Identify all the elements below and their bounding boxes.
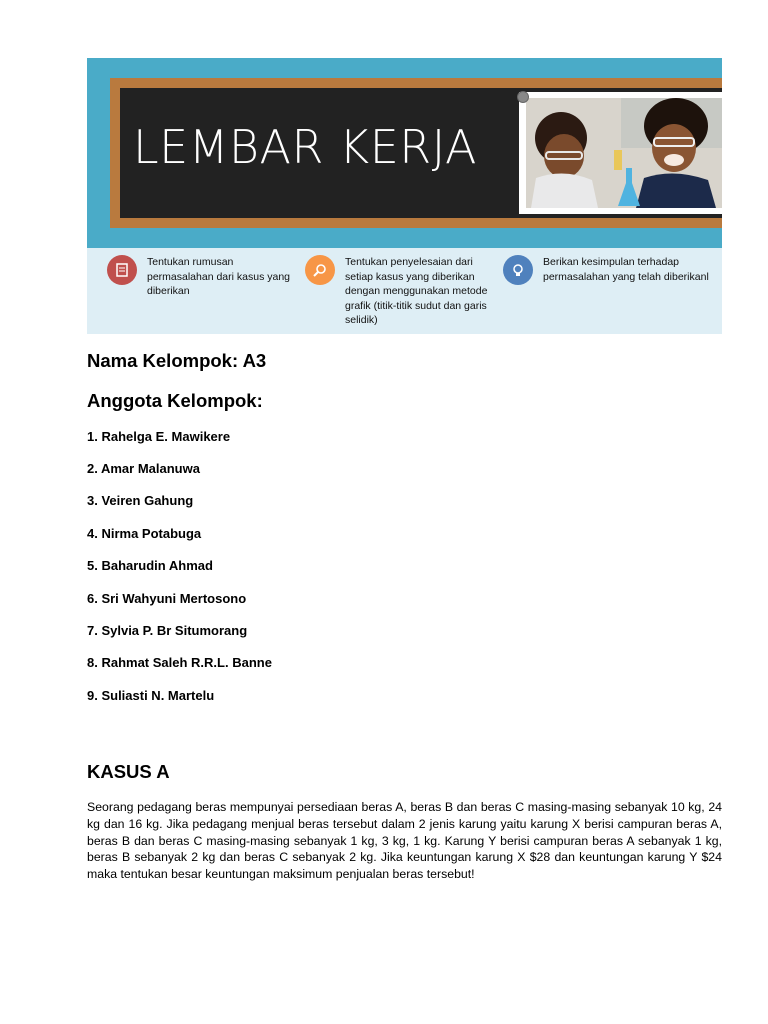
member-item: 1. Rahelga E. Mawikere [87,429,231,444]
document-icon [107,255,137,285]
step-3-text: Berikan kesimpulan terhadap permasalahan yang telah diberikanl [543,256,709,283]
case-title: KASUS A [87,761,170,782]
step-2-text: Tentukan penyelesaian dari setiap kasus yang diberikan dengan menggunakan metode grafik (titik-titik sudut dan garis selidik) [345,256,488,326]
member-item: 4. Nirma Potabuga [87,526,202,541]
case-text: Seorang pedagang beras mempunyai persediaan beras A, beras B dan beras C masing-masing sebanyak 10 kg, 24 kg dan 16 kg. Jika pedagang menjual beras tersebut dalam 2 jenis karung yaitu karung X berisi campuran beras A, beras B dan beras C masing-masing sebanyak 1 kg, 3 kg, 1 kg. Karung Y berisi campuran beras A sebanyak 1 kg, beras B sebanyak 2 kg dan beras C sebanyak 2 kg. Jika keuntungan karung X $28 dan keuntungan karung Y $24 maka tentukan besar keuntungan maksimum penjualan beras tersebut! [87,800,722,882]
member-item: 3. Veiren Gahung [87,493,194,508]
page-title: LEMBAR KERJA [133,120,477,174]
member-item: 5. Baharudin Ahmad [87,558,213,573]
magnifier-icon [305,255,335,285]
header-banner [87,58,722,248]
instruction-steps [87,248,722,334]
member-item: 9. Suliasti N. Martelu [87,688,215,703]
member-item: 2. Amar Malanuwa [87,461,200,476]
member-item: 7. Sylvia P. Br Situmorang [87,623,248,638]
step-1-text: Tentukan rumusan permasalahan dari kasus yang diberikan [147,256,291,297]
member-item: 8. Rahmat Saleh R.R.L. Banne [87,655,272,670]
lightbulb-icon [503,255,533,285]
students-illustration [526,98,722,208]
group-name: Nama Kelompok: A3 [87,350,267,371]
members-heading: Anggota Kelompok: [87,390,263,411]
pin-icon [517,91,529,103]
member-item: 6. Sri Wahyuni Mertosono [87,591,247,606]
students-photo [519,92,722,214]
photo-illustration [526,98,722,208]
